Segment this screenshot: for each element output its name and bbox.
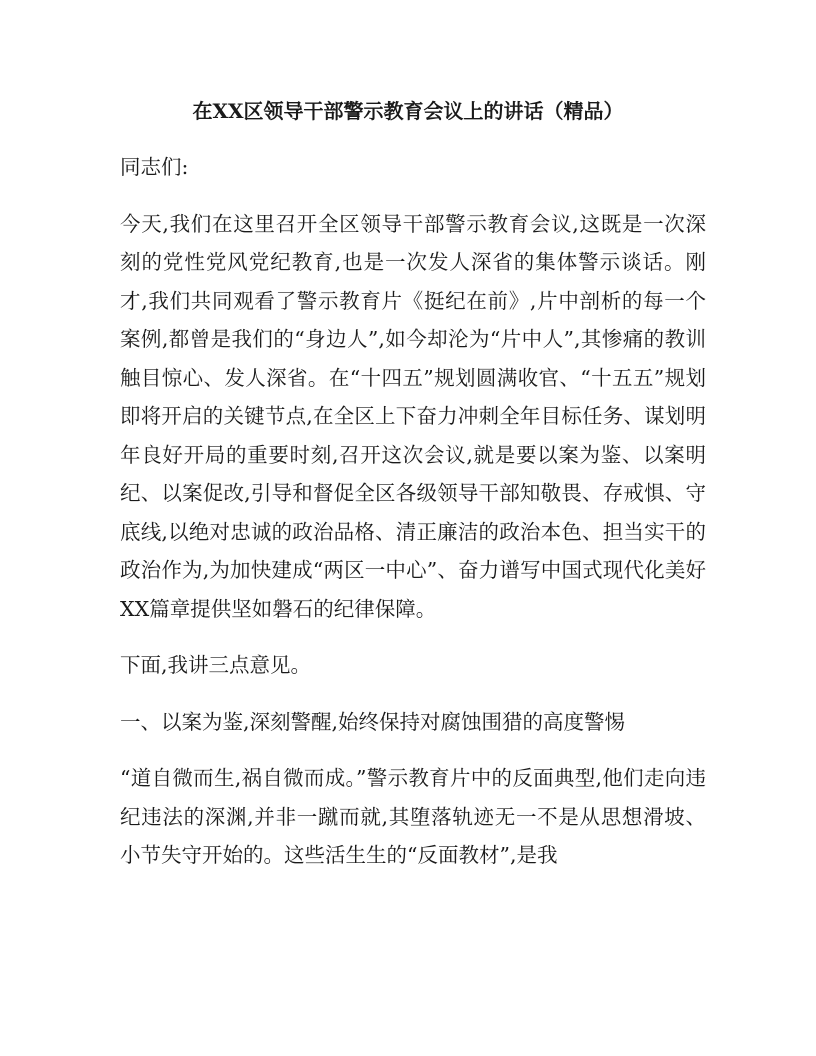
paragraph-outline: 下面,我讲三点意见。 xyxy=(120,653,312,677)
section-heading-1: 一、以案为鉴,深刻警醒,始终保持对腐蚀围猎的高度警惕 xyxy=(120,709,626,734)
paragraph-intro: 今天,我们在这里召开全区领导干部警示教育会议,这既是一次深刻的党性党风党纪教育,也是一次发人深省的集体警示谈话。刚才,我们共同观看了警示教育片《挺纪在前》,片中剖析的每一个案例,都曾是我们的“身边人”,如今却沦为“片中人”,其惨痛的教训触目惊心、发人深省。在“十四五”规划圆满收官、“十五五”规划即将开启的关键节点,在全区上下奋力冲刺全年目标任务、谋划明年良好开局的重要时刻,召开这次会议,就是要以案为鉴、以案明纪、以案促改,引导和督促全区各级领导干部知敬畏、存戒惧、守底线,以绝对忠诚的政治品格、清正廉洁的政治本色、担当实干的政治作为,为加快建成“两区一中心”、奋力谱写中国式现代化美好XX篇章提供坚如磐石的纪律保障。 xyxy=(120,211,706,621)
document-title: 在XX区领导干部警示教育会议上的讲话（精品） xyxy=(192,99,624,123)
salutation: 同志们: xyxy=(120,155,189,179)
document-body xyxy=(120,148,706,893)
paragraph-section-1: “道自微而生,祸自微而成。”警示教育片中的反面典型,他们走向违纪违法的深渊,并非一蹴而就,其堕落轨迹无一不是从思想滑坡、小节失守开始的。这些活生生的“反面教材”,是我 xyxy=(120,766,706,867)
